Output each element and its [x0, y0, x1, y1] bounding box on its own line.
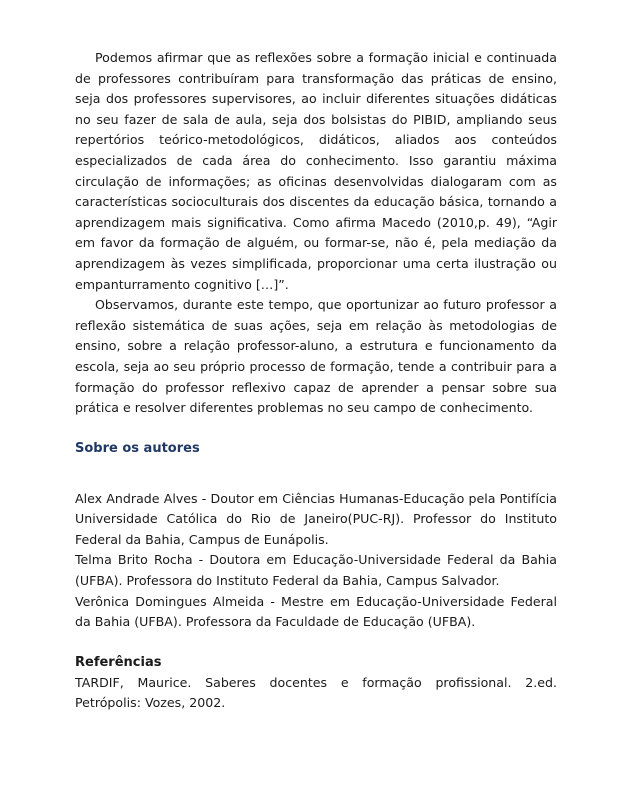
author-entry-veronica: Verônica Domingues Almeida - Mestre em Educação-Universidade Federal da Bahia (UFBA). Professora da Faculdade de Educação (UFBA).	[75, 593, 557, 630]
authors-heading: Sobre os autores	[75, 440, 200, 456]
references-heading: Referências	[75, 654, 162, 670]
authors-list	[75, 489, 557, 633]
body-paragraph-1: Podemos afirmar que as reflexões sobre a formação inicial e continuada de professores contribuíram para transformação das práticas de ensino, seja dos professores supervisores, ao incluir diferentes situações didáticas no seu fazer de sala de aula, seja dos bolsistas do PIBID, ampliando seus repertórios teórico-metodológicos, didáticos, aliados aos conteúdos especializados de cada área do conhecimento. Isso garantiu máxima circulação de informações; as oficinas desenvolvidas dialogaram com as características socioculturais dos discentes da educação básica, tornando a aprendizagem mais significativa. Como afirma Macedo (2010,p. 49), “Agir em favor da formação de alguém, ou formar-se, não é, pela mediação da aprendizagem às vezes simplificada, proporcionar uma certa ilustração ou empanturramento cognitivo […]”.	[75, 50, 557, 292]
reference-entry-tardif: TARDIF, Maurice. Saberes docentes e formação profissional. 2.ed. Petrópolis: Vozes, 2002.	[75, 674, 557, 711]
body-paragraph-2: Observamos, durante este tempo, que oportunizar ao futuro professor a reflexão sistemática de suas ações, seja em relação às metodologias de ensino, sobre a relação professor-aluno, a estrutura e funcionamento da escola, seja ao seu próprio processo de formação, tende a contribuir para a formação do professor reflexivo capaz de aprender a pensar sobre sua prática e resolver diferentes problemas no seu campo de conhecimento.	[75, 297, 557, 416]
document-page	[75, 48, 557, 714]
references-list	[75, 673, 557, 714]
author-entry-alex: Alex Andrade Alves - Doutor em Ciências Humanas-Educação pela Pontifícia Universidade Católica do Rio de Janeiro(PUC-RJ). Professor do Instituto Federal da Bahia, Campus de Eunápolis.	[75, 490, 557, 547]
author-entry-telma: Telma Brito Rocha - Doutora em Educação-Universidade Federal da Bahia (UFBA). Professora do Instituto Federal da Bahia, Campus Salvador.	[75, 552, 557, 589]
